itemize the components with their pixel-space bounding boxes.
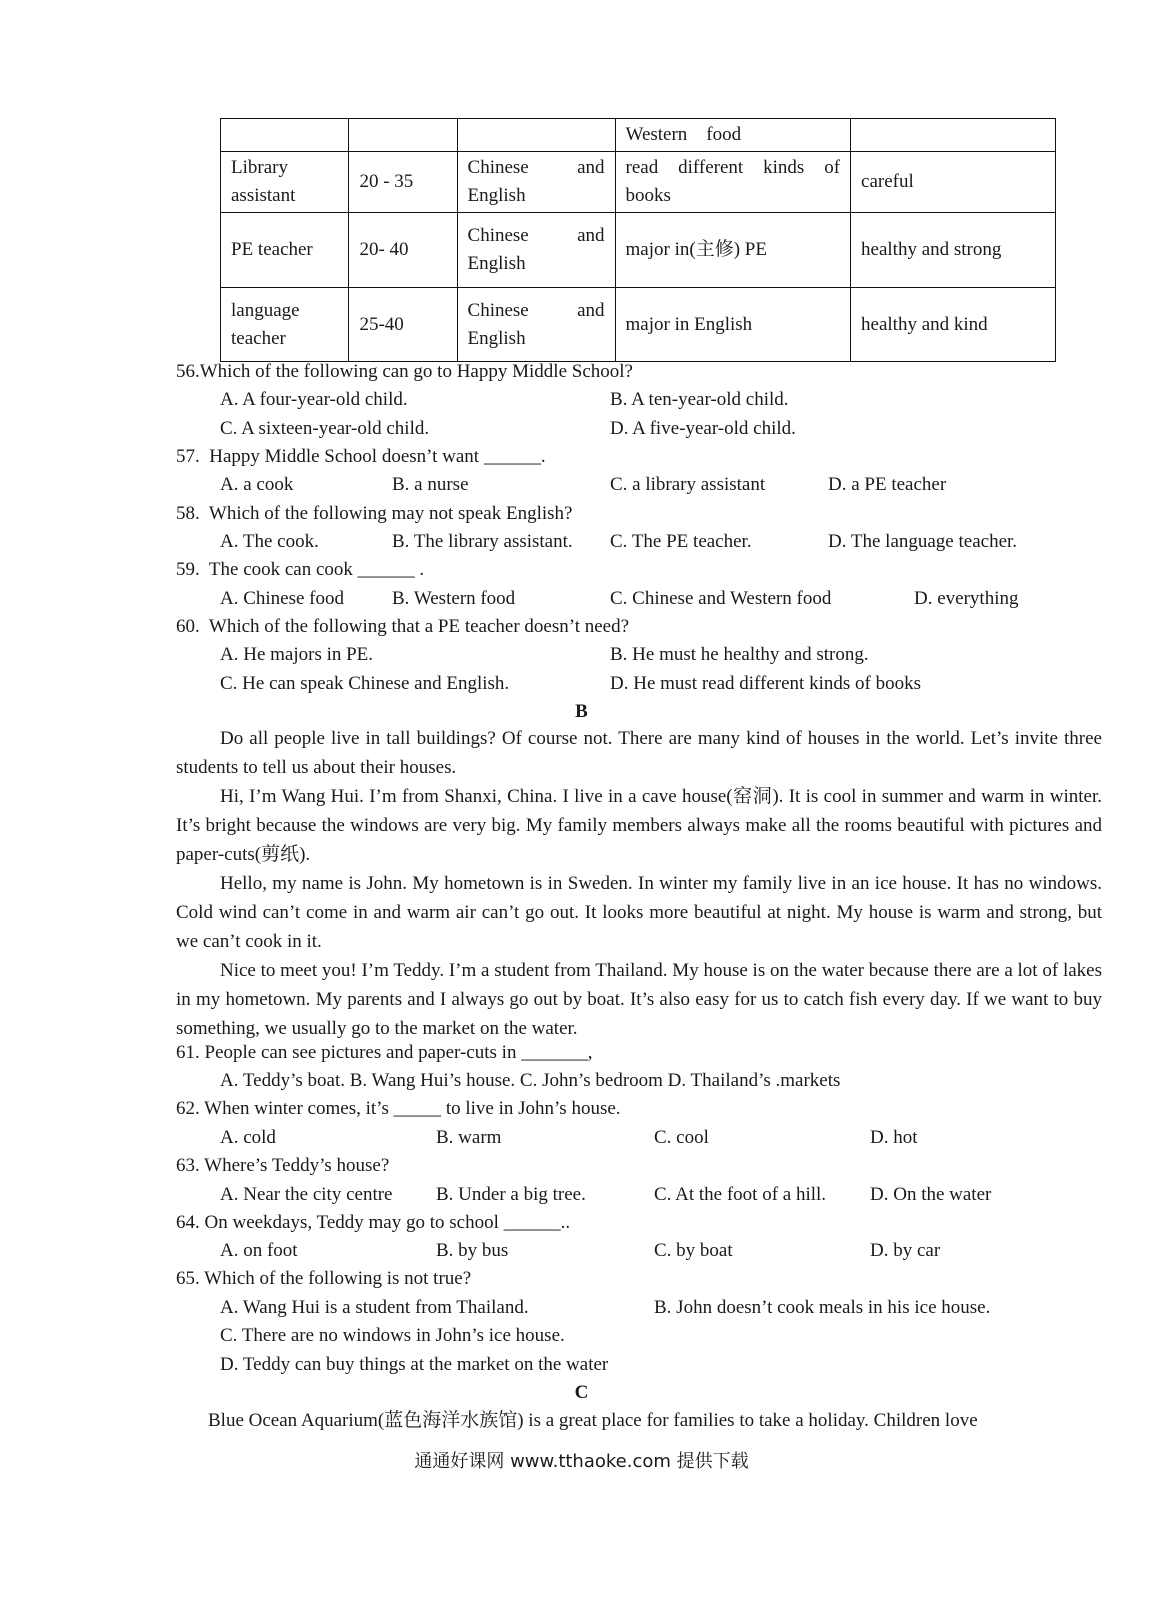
question-stem: 57. Happy Middle School doesn’t want ______. [176,446,546,467]
option: D. hot [870,1127,918,1148]
passage-b [176,724,1102,1043]
option: C. cool [654,1127,709,1148]
option: C. The PE teacher. [610,531,752,552]
passage-c: Blue Ocean Aquarium(蓝色海洋水族馆) is a great place for families to take a holiday. Children love [208,1410,978,1431]
option: D. everything [914,588,1019,609]
option: C. There are no windows in John’s ice house. [220,1325,565,1346]
table-cell: Western food [615,119,851,152]
table-cell [349,119,457,152]
table-cell [457,119,615,152]
table-cell: major in English [615,288,851,362]
table-cell: Chinese and English [457,288,615,362]
table-row [221,119,1056,152]
table-cell: Chinese and English [457,213,615,288]
jobs-table [220,118,1056,362]
option: B. The library assistant. [392,531,573,552]
question-stem: 63. Where’s Teddy’s house? [176,1155,390,1176]
paragraph: Nice to meet you! I’m Teddy. I’m a student from Thailand. My house is on the water because there are a lot of lakes in my hometown. My parents and I always go out by boat. It’s also easy for us to catch fish every day. If we want to buy something, we usually go to the market on the water. [176,960,1102,1039]
table-cell: Chinese and English [457,152,615,213]
table-cell: careful [851,152,1056,213]
table-cell: healthy and kind [851,288,1056,362]
table-row [221,288,1056,362]
question-stem: 64. On weekdays, Teddy may go to school ______.. [176,1212,571,1233]
option: A. a cook [220,474,294,495]
option: A. The cook. [220,531,319,552]
option: D. On the water [870,1184,992,1205]
table-cell [221,119,349,152]
question-stem: 60. Which of the following that a PE teacher doesn’t need? [176,616,630,637]
table-cell: healthy and strong [851,213,1056,288]
table-cell: major in(主修) PE [615,213,851,288]
paragraph: Do all people live in tall buildings? Of course not. There are many kind of houses in the world. Let’s invite three students to tell us about their houses. [176,728,1102,778]
option: B. warm [436,1127,502,1148]
option: C. At the foot of a hill. [654,1184,827,1205]
option: B. Western food [392,588,516,609]
question-stem: 62. When winter comes, it’s _____ to live in John’s house. [176,1098,621,1119]
option: B. a nurse [392,474,469,495]
option: B. by bus [436,1240,509,1261]
option: D. Teddy can buy things at the market on the water [220,1354,609,1375]
section-heading: C [574,1382,589,1403]
option: A. cold [220,1127,276,1148]
question-stem: 58. Which of the following may not speak English? [176,503,573,524]
option: D. A five-year-old child. [610,418,796,439]
option: D. The language teacher. [828,531,1018,552]
question-stem: 61. People can see pictures and paper-cuts in _______, [176,1042,593,1063]
table-row [221,213,1056,288]
table-row [221,152,1056,213]
option: C. Chinese and Western food [610,588,832,609]
option: B. Under a big tree. [436,1184,586,1205]
option: C. a library assistant [610,474,766,495]
table-cell: 25-40 [349,288,457,362]
paragraph: Hello, my name is John. My hometown is in Sweden. In winter my family live in an ice house. It has no windows. Cold wind can’t come in and warm air can’t go out. It looks more beautiful at night. My house is warm and strong, but we can’t cook in it. [176,873,1102,952]
table-cell: Library assistant [221,152,349,213]
question-stem: 65. Which of the following is not true? [176,1268,472,1289]
table-cell: read different kinds of books [615,152,851,213]
table-cell: PE teacher [221,213,349,288]
option: C. by boat [654,1240,733,1261]
option: D. He must read different kinds of books [610,673,921,694]
option: B. John doesn’t cook meals in his ice house. [654,1297,991,1318]
page-footer: 通通好课网 www.tthaoke.com 提供下载 [414,1451,749,1472]
option: B. A ten-year-old child. [610,389,789,410]
table-cell: language teacher [221,288,349,362]
question-stem: 59. The cook can cook ______ . [176,559,425,580]
option: B. He must he healthy and strong. [610,644,869,665]
option: A. Wang Hui is a student from Thailand. [220,1297,529,1318]
option: A. Chinese food [220,588,345,609]
option: A. on foot [220,1240,298,1261]
table-cell [851,119,1056,152]
question-stem: 56.Which of the following can go to Happy Middle School? [176,361,633,382]
option: D. by car [870,1240,941,1261]
option: A. Teddy’s boat. B. Wang Hui’s house. C. John’s bedroom D. Thailand’s .markets [220,1070,841,1091]
option: A. A four-year-old child. [220,389,408,410]
option: D. a PE teacher [828,474,947,495]
option: A. Near the city centre [220,1184,393,1205]
option: C. He can speak Chinese and English. [220,673,510,694]
section-heading: B [575,701,588,722]
table-cell: 20- 40 [349,213,457,288]
table-cell: 20 - 35 [349,152,457,213]
option: A. He majors in PE. [220,644,374,665]
paragraph: Hi, I’m Wang Hui. I’m from Shanxi, China. I live in a cave house(窑洞). It is cool in summer and warm in winter. It’s bright because the windows are very big. My family members always make all the rooms beautiful with pictures and paper-cuts(剪纸). [176,786,1102,865]
option: C. A sixteen-year-old child. [220,418,430,439]
